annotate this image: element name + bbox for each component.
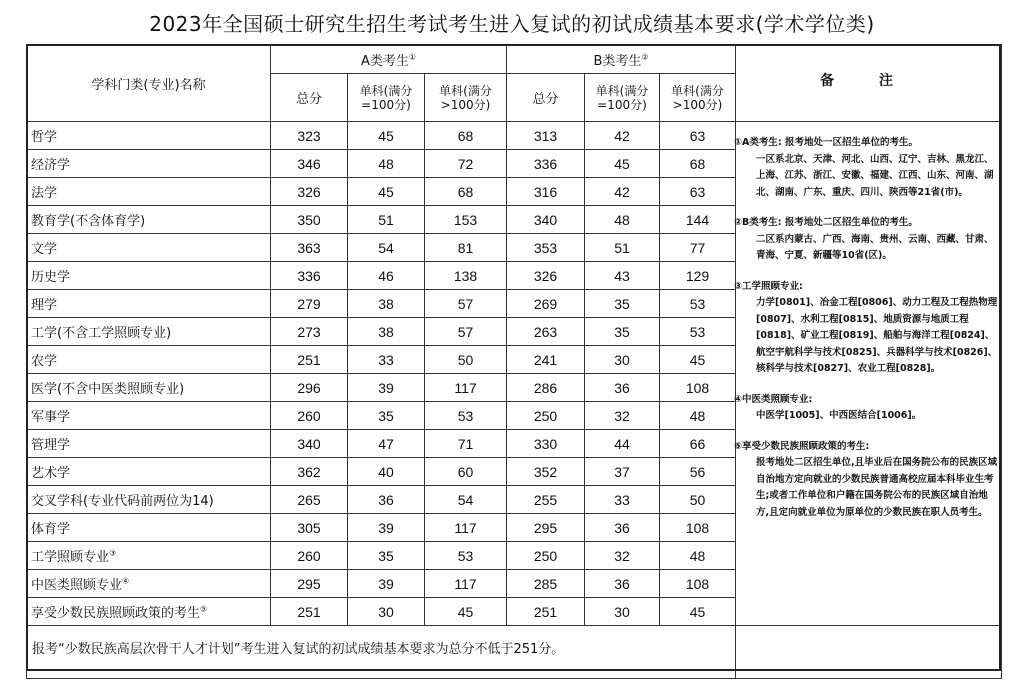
- subject-name: 医学(不含中医类照顾专业): [27, 374, 271, 402]
- b-total-cell: 250: [507, 402, 585, 430]
- group-a-header: A类考生①: [271, 45, 507, 74]
- a-total-cell: 296: [271, 374, 348, 402]
- subject-name: 工学照顾专业③: [27, 542, 271, 570]
- b-single-gt100-cell: 68: [660, 150, 736, 178]
- b-single100-cell: 42: [585, 122, 660, 150]
- a-total-cell: 295: [271, 570, 348, 598]
- subject-name: 工学(不含工学照顾专业): [27, 318, 271, 346]
- group-b-header: B类考生②: [507, 45, 736, 74]
- b-single100-cell: 32: [585, 402, 660, 430]
- a-total-cell: 350: [271, 206, 348, 234]
- subject-name: 文学: [27, 234, 271, 262]
- subject-name: 哲学: [27, 122, 271, 150]
- note-text: 报考地处二区招生单位,且毕业后在国务院公布的民族区域自治地方定向就业的少数民族普通高校应届本科毕业生考生;或者工作单位和户籍在国务院公布的民族区域自治地方,且定向就业单位为原单位的少数民族在职人员考生。: [756, 457, 998, 518]
- b-total-cell: 286: [507, 374, 585, 402]
- a-single100-cell: 38: [348, 290, 425, 318]
- b-single100-cell: 51: [585, 234, 660, 262]
- a-single100-cell: 35: [348, 402, 425, 430]
- a-single-gt100-cell: 117: [425, 570, 507, 598]
- a-single-gt100-cell: 153: [425, 206, 507, 234]
- subject-name: 享受少数民族照顾政策的考生⑤: [27, 598, 271, 626]
- a-single100-cell: 47: [348, 430, 425, 458]
- a-total-cell: 326: [271, 178, 348, 206]
- note-heading: ④中医类照顾专业:: [734, 393, 813, 405]
- b-single-gt100-cell: 108: [660, 570, 736, 598]
- a-single100-cell: 48: [348, 150, 425, 178]
- a-single100-cell: 45: [348, 178, 425, 206]
- b-single100-cell: 45: [585, 150, 660, 178]
- a-single-gt100-cell: 81: [425, 234, 507, 262]
- b-single100-cell: 44: [585, 430, 660, 458]
- b-single-gt100-cell: 48: [660, 402, 736, 430]
- a-single-gt100-cell: 117: [425, 374, 507, 402]
- a-single100-cell: 54: [348, 234, 425, 262]
- a-total-cell: 251: [271, 346, 348, 374]
- a-single-gt100-header: 单科(满分>100分): [425, 74, 507, 122]
- subject-name: 农学: [27, 346, 271, 374]
- b-total-cell: 352: [507, 458, 585, 486]
- b-single100-cell: 42: [585, 178, 660, 206]
- b-total-cell: 313: [507, 122, 585, 150]
- a-single-gt100-cell: 68: [425, 178, 507, 206]
- b-total-cell: 263: [507, 318, 585, 346]
- b-single-gt100-cell: 77: [660, 234, 736, 262]
- a-single100-cell: 51: [348, 206, 425, 234]
- b-single100-cell: 36: [585, 570, 660, 598]
- b-single-gt100-cell: 53: [660, 290, 736, 318]
- a-single100-cell: 33: [348, 346, 425, 374]
- b-single-gt100-header: 单科(满分>100分): [660, 74, 736, 122]
- b-total-cell: 336: [507, 150, 585, 178]
- b-total-header: 总分: [507, 74, 585, 122]
- note-text: 一区系北京、天津、河北、山西、辽宁、吉林、黑龙江、上海、江苏、浙江、安徽、福建、江西、山东、河南、湖北、湖南、广东、重庆、四川、陕西等21省(市)。: [756, 153, 994, 198]
- b-total-cell: 316: [507, 178, 585, 206]
- a-single100-cell: 30: [348, 598, 425, 626]
- a-total-cell: 279: [271, 290, 348, 318]
- a-single-gt100-cell: 45: [425, 598, 507, 626]
- subject-name: 历史学: [27, 262, 271, 290]
- a-total-cell: 363: [271, 234, 348, 262]
- subject-name: 军事学: [27, 402, 271, 430]
- b-single100-cell: 33: [585, 486, 660, 514]
- remarks-title: 备 注: [820, 73, 913, 89]
- b-single-gt100-cell: 48: [660, 542, 736, 570]
- a-total-cell: 273: [271, 318, 348, 346]
- a-total-cell: 336: [271, 262, 348, 290]
- b-total-cell: 326: [507, 262, 585, 290]
- a-single-gt100-cell: 117: [425, 514, 507, 542]
- subject-name: 理学: [27, 290, 271, 318]
- a-single100-cell: 39: [348, 514, 425, 542]
- a-total-cell: 362: [271, 458, 348, 486]
- b-single100-cell: 35: [585, 318, 660, 346]
- b-single-gt100-cell: 45: [660, 598, 736, 626]
- subject-column-header: 学科门类(专业)名称: [27, 45, 271, 122]
- b-total-cell: 251: [507, 598, 585, 626]
- note-text: 力学[0801]、冶金工程[0806]、动力工程及工程热物理[0807]、水利工程[0815]、地质资源与地质工程[0818]、矿业工程[0819]、船舶与海洋工程[0824]、航空宇航科学与技术[0825]、兵器科学与技术[0826]、核科学与技术[0827]、农业工程[0828]。: [756, 297, 998, 374]
- a-single100-header: 单科(满分=100分): [348, 74, 425, 122]
- note-heading: ②B类考生: 报考地处二区招生单位的考生。: [734, 217, 918, 228]
- a-single-gt100-cell: 71: [425, 430, 507, 458]
- a-total-cell: 305: [271, 514, 348, 542]
- note-heading: ③工学照顾专业:: [734, 280, 803, 292]
- b-total-cell: 255: [507, 486, 585, 514]
- b-single-gt100-cell: 56: [660, 458, 736, 486]
- a-single-gt100-cell: 68: [425, 122, 507, 150]
- b-single-gt100-cell: 53: [660, 318, 736, 346]
- a-single-gt100-cell: 138: [425, 262, 507, 290]
- note-heading: ⑤享受少数民族照顾政策的考生:: [734, 440, 870, 452]
- b-single100-cell: 30: [585, 346, 660, 374]
- a-total-cell: 340: [271, 430, 348, 458]
- a-single-gt100-cell: 50: [425, 346, 507, 374]
- b-total-cell: 285: [507, 570, 585, 598]
- table-frame: [26, 44, 1001, 671]
- b-single-gt100-cell: 144: [660, 206, 736, 234]
- b-single100-cell: 35: [585, 290, 660, 318]
- b-total-cell: 295: [507, 514, 585, 542]
- footnote: 报考“少数民族高层次骨干人才计划”考生进入复试的初试成绩基本要求为总分不低于251分。: [32, 642, 565, 657]
- a-single100-cell: 39: [348, 570, 425, 598]
- subject-name: 交叉学科(专业代码前两位为14): [27, 486, 271, 514]
- subject-name: 体育学: [27, 514, 271, 542]
- subject-name: 中医类照顾专业④: [27, 570, 271, 598]
- b-total-cell: 353: [507, 234, 585, 262]
- a-total-cell: 251: [271, 598, 348, 626]
- b-single-gt100-cell: 63: [660, 122, 736, 150]
- a-single-gt100-cell: 53: [425, 402, 507, 430]
- a-single-gt100-cell: 53: [425, 542, 507, 570]
- b-single-gt100-cell: 129: [660, 262, 736, 290]
- subject-name: 艺术学: [27, 458, 271, 486]
- b-single-gt100-cell: 63: [660, 178, 736, 206]
- b-total-cell: 250: [507, 542, 585, 570]
- a-single100-cell: 40: [348, 458, 425, 486]
- page-title: 2023年全国硕士研究生招生考试考生进入复试的初试成绩基本要求(学术学位类): [149, 12, 875, 36]
- a-single100-cell: 36: [348, 486, 425, 514]
- a-total-cell: 260: [271, 402, 348, 430]
- b-single-gt100-cell: 50: [660, 486, 736, 514]
- a-single-gt100-cell: 72: [425, 150, 507, 178]
- b-single100-cell: 30: [585, 598, 660, 626]
- note-text: 二区系内蒙古、广西、海南、贵州、云南、西藏、甘肃、青海、宁夏、新疆等10省(区)。: [756, 233, 994, 261]
- b-single100-cell: 36: [585, 374, 660, 402]
- a-single100-cell: 46: [348, 262, 425, 290]
- a-total-cell: 260: [271, 542, 348, 570]
- b-single-gt100-cell: 66: [660, 430, 736, 458]
- subject-name: 管理学: [27, 430, 271, 458]
- note-heading: ①A类考生: 报考地处一区招生单位的考生。: [734, 137, 919, 148]
- b-single100-cell: 32: [585, 542, 660, 570]
- a-single100-cell: 39: [348, 374, 425, 402]
- a-total-header: 总分: [271, 74, 348, 122]
- a-single-gt100-cell: 57: [425, 290, 507, 318]
- a-single-gt100-cell: 60: [425, 458, 507, 486]
- b-single-gt100-cell: 108: [660, 374, 736, 402]
- b-single100-cell: 36: [585, 514, 660, 542]
- b-total-cell: 269: [507, 290, 585, 318]
- a-total-cell: 346: [271, 150, 348, 178]
- a-total-cell: 323: [271, 122, 348, 150]
- note-text: 中医学[1005]、中西医结合[1006]。: [756, 410, 922, 421]
- b-single-gt100-cell: 45: [660, 346, 736, 374]
- a-total-cell: 265: [271, 486, 348, 514]
- b-single100-cell: 48: [585, 206, 660, 234]
- b-total-cell: 330: [507, 430, 585, 458]
- b-single100-cell: 43: [585, 262, 660, 290]
- b-single-gt100-cell: 108: [660, 514, 736, 542]
- a-single-gt100-cell: 57: [425, 318, 507, 346]
- a-single100-cell: 35: [348, 542, 425, 570]
- b-total-cell: 340: [507, 206, 585, 234]
- a-single100-cell: 38: [348, 318, 425, 346]
- subject-name: 教育学(不含体育学): [27, 206, 271, 234]
- a-single100-cell: 45: [348, 122, 425, 150]
- b-total-cell: 241: [507, 346, 585, 374]
- a-single-gt100-cell: 54: [425, 486, 507, 514]
- b-single100-cell: 37: [585, 458, 660, 486]
- b-single100-header: 单科(满分=100分): [585, 74, 660, 122]
- subject-name: 法学: [27, 178, 271, 206]
- subject-name: 经济学: [27, 150, 271, 178]
